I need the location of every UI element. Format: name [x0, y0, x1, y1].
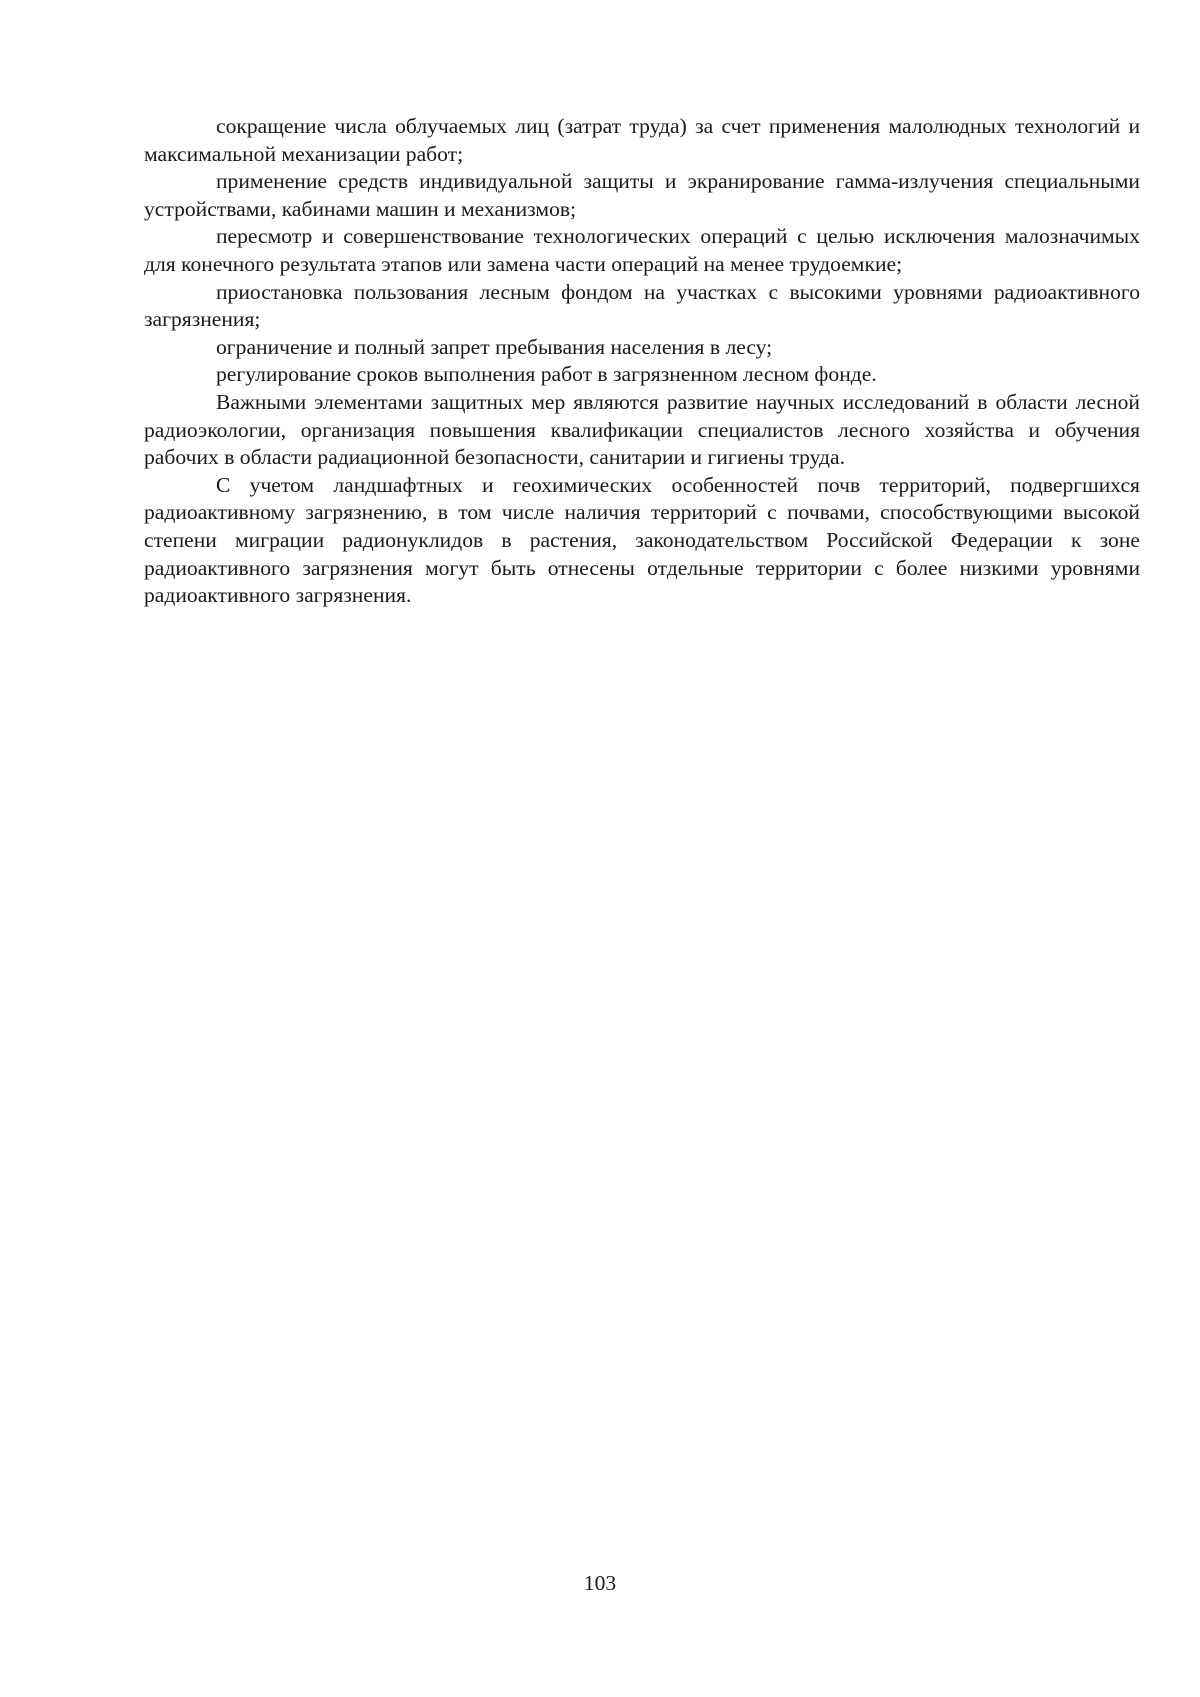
paragraph-reduce-exposed-persons: сокращение числа облучаемых лиц (затрат труда) за счет применения малолюдных технологий и максимальной механизации работ;	[144, 114, 1140, 166]
paragraph-suspend-forest-use: приостановка пользования лесным фондом на участках с высокими уровнями радиоактивного загрязнения;	[144, 279, 1140, 332]
page-number: 103	[583, 1571, 617, 1595]
paragraph-landscape-features: С учетом ландшафтных и геохимических особенностей почв территорий, подвергшихся радиоактивному загрязнению, в том числе наличия территорий с почвами, способствующими высокой степени миграции радионуклидов в растения, законодательством Российской Федерации к зоне радиоактивного загрязнения могут быть отнесены отдельные территории с более низкими уровнями радиоактивного загрязнения.	[144, 472, 1140, 608]
document-body	[144, 113, 1140, 610]
paragraph-regulate-schedule: регулирование сроков выполнения работ в загрязненном лесном фонде.	[216, 362, 877, 387]
paragraph-restrict-access: ограничение и полный запрет пребывания населения в лесу;	[216, 334, 773, 359]
paragraph-protective-equipment: применение средств индивидуальной защиты и экранирование гамма-излучения специальными устройствами, кабинами машин и механизмов;	[144, 169, 1140, 221]
paragraph-revise-operations: пересмотр и совершенствование технологических операций с целью исключения малозначимых для конечного результата этапов или замена части операций на менее трудоемкие;	[144, 224, 1140, 276]
paragraph-research-training: Важными элементами защитных мер являются развитие научных исследований в области лесной радиоэкологии, организация повышения квалификации специалистов лесного хозяйства и обучения рабочих в области радиационной безопасности, санитарии и гигиены труда.	[144, 389, 1140, 470]
